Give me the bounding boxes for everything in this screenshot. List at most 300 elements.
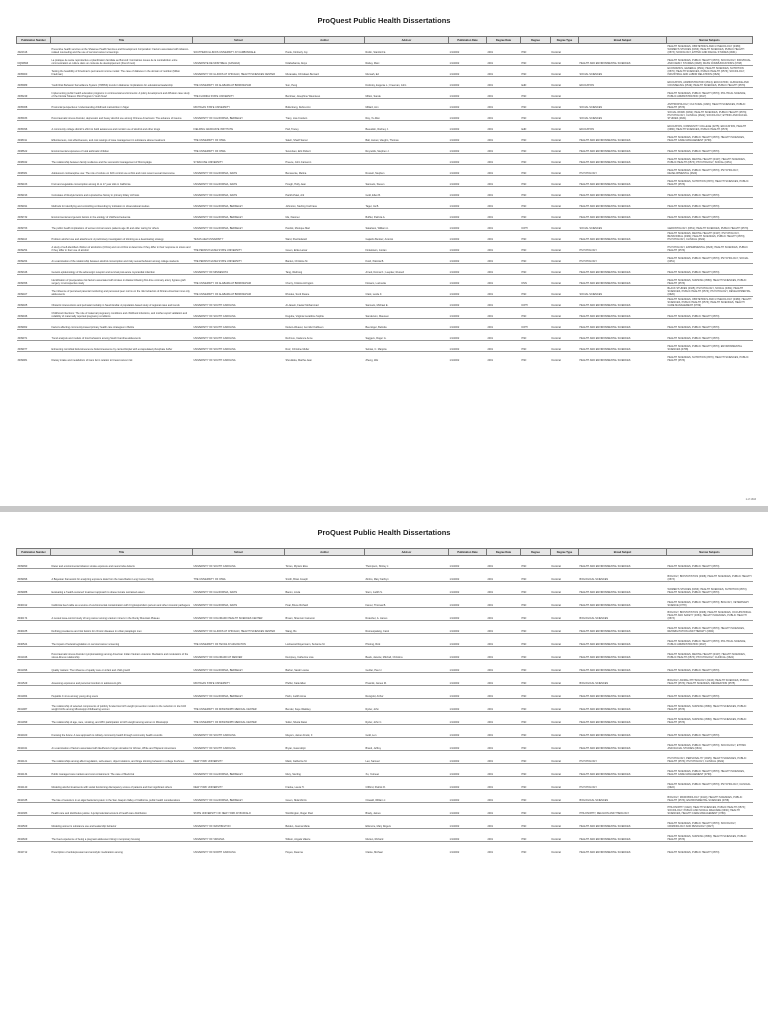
narrow-subjects-cell: HEALTH SCIENCES, OBSTETRICS AND GYNECOLOGY (0380); WOMEN'S STUDIES (0453); HEALTH SCIENCES, PUBLIC HEALTH (0573); SOCIOLOGY, ETHNIC AND RACIAL STUDIES (0631) xyxy=(667,44,753,55)
publication-date-cell: 1/1/2002 xyxy=(449,231,487,242)
publication-date-cell: 1/1/2002 xyxy=(449,738,487,751)
narrow-subjects-cell: PSYCHOLOGY, PERSONALITY (0625); HEALTH SCIENCES, PUBLIC HEALTH (0573); PSYCHOLOGY, CLINICAL (0622) xyxy=(667,751,753,764)
publication-number-cell: 3039763 xyxy=(17,220,51,231)
broad-subject-cell: PSYCHOLOGY xyxy=(579,165,667,176)
author-cell: Hoar, Bruce Richard xyxy=(285,595,365,608)
author-cell: Green, Nida Morris xyxy=(285,790,365,803)
author-cell: Hayes, Deanna xyxy=(285,842,365,855)
school-cell: STATE UNIVERSITY OF NEW YORK AT BUFFALO xyxy=(193,803,285,816)
advisor-cell: Mensah, Ed xyxy=(365,66,449,77)
degree-type-cell: Doctoral xyxy=(551,790,579,803)
narrow-subjects-cell: HEALTH SCIENCES, PUBLIC HEALTH (0573) xyxy=(667,660,753,673)
author-cell: Ndabahamia, Aloys xyxy=(285,55,365,66)
author-cell: Nelson-Weaver, Jennifer Kathleen xyxy=(285,319,365,330)
school-cell: UNIVERSITY OF SOUTH CAROLINA xyxy=(193,319,285,330)
school-cell: UNIVERSITY OF CALIFORNIA, BERKELEY xyxy=(193,764,285,777)
author-cell: Saleh, Sharif Samer xyxy=(285,132,365,143)
table-row xyxy=(17,132,753,143)
degree-type-cell: Doctoral xyxy=(551,132,579,143)
title-cell: Evaluating a 'health-centered' treatment approach to obese female restrained eaters xyxy=(51,582,193,595)
narrow-subjects-cell: HEALTH SCIENCES, NUTRITION (0570); HEALTH SCIENCES, PUBLIC HEALTH (0573) xyxy=(667,352,753,363)
title-cell: The fate of selenium in an algal bacterial system in the San Joaquin Valley of California, public health considerations xyxy=(51,790,193,803)
degree-type-cell: Doctoral xyxy=(551,621,579,634)
publication-date-cell: 1/1/2002 xyxy=(449,764,487,777)
advisor-cell: Rubin, Stanford E. xyxy=(365,44,449,55)
publication-number-cell: 3042121 xyxy=(17,751,51,764)
publication-date-cell: 1/1/2002 xyxy=(449,66,487,77)
title-cell: Genetic epidemiology of the adrenergic receptor and survival post-acute myocardial infarction xyxy=(51,264,193,275)
table-row xyxy=(17,242,753,253)
degree-type-cell: Doctoral xyxy=(551,286,579,297)
title-cell: Factors affecting community-based primary health care strategies in Belize xyxy=(51,319,193,330)
table-row xyxy=(17,209,753,220)
degree-cell: PhD xyxy=(521,634,551,647)
narrow-subjects-cell: ANTHROPOLOGY, CULTURAL (0326); HEALTH SCIENCES, PUBLIC HEALTH (0573) xyxy=(667,99,753,110)
title-cell: Provincial perspectives: Understanding childhood malnutrition in Niger xyxy=(51,99,193,110)
narrow-subjects-cell: PHILOSOPHY (0422); HEALTH SCIENCES, PUBLIC HEALTH (0573); SOCIOLOGY, PUBLIC AND SOCIAL WELFARE (0630); HEALTH SCIENCES, HEALTH CARE MANAGEMENT (0769) xyxy=(667,803,753,816)
title-cell: Hepatitis C virus among young drug users xyxy=(51,686,193,699)
degree-date-cell: 2001 xyxy=(487,176,521,187)
broad-subject-cell: HEALTH AND ENVIRONMENTAL SCIENCES xyxy=(579,231,667,242)
school-cell: UNIVERSITY OF CALIFORNIA, BERKELEY xyxy=(193,209,285,220)
narrow-subjects-cell: EDUCATION, COMMUNITY COLLEGE (0275); EDUCATION, HEALTH (0680); HEALTH SCIENCES, PUBLIC HEALTH (0573) xyxy=(667,121,753,132)
author-cell: Ward, Paul Edward xyxy=(285,231,365,242)
author-cell: Hough, Holly Jean xyxy=(285,176,365,187)
publication-date-cell: 1/1/2002 xyxy=(449,286,487,297)
school-cell: UNIVERSITY OF CALIFORNIA, DAVIS xyxy=(193,582,285,595)
publication-date-cell: 1/1/2002 xyxy=(449,77,487,88)
publication-date-cell: 1/1/2002 xyxy=(449,647,487,660)
degree-cell: PhD xyxy=(521,816,551,829)
school-cell: UNIVERSITY OF SOUTH CAROLINA xyxy=(193,341,285,352)
narrow-subjects-cell: HEALTH SCIENCES, PUBLIC HEALTH (0573) xyxy=(667,264,753,275)
degree-cell: PhD xyxy=(521,253,551,264)
degree-type-cell: Doctoral xyxy=(551,673,579,686)
table-row xyxy=(17,595,753,608)
degree-date-cell: 2001 xyxy=(487,842,521,855)
broad-subject-cell: HEALTH AND ENVIRONMENTAL SCIENCES xyxy=(579,198,667,209)
degree-date-cell: 2001 xyxy=(487,198,521,209)
table-row xyxy=(17,176,753,187)
broad-subject-cell: HEALTH AND ENVIRONMENTAL SCIENCES xyxy=(579,647,667,660)
broad-subject-cell: HEALTH AND ENVIRONMENTAL SCIENCES xyxy=(579,297,667,308)
narrow-subjects-cell: WOMEN'S STUDIES (0453); HEALTH SCIENCES, NUTRITION (0570); HEALTH SCIENCES, PUBLIC HEALTH (0573) xyxy=(667,582,753,595)
title-cell: The impact of federal legislation on cervical cancer screening xyxy=(51,634,193,647)
degree-cell: PhD xyxy=(521,352,551,363)
author-cell: Tracy, Lisa Coulson xyxy=(285,110,365,121)
publication-number-cell: 3041964 xyxy=(17,686,51,699)
publication-date-cell: 1/1/2002 xyxy=(449,132,487,143)
degree-cell: PhD xyxy=(521,154,551,165)
broad-subject-cell: HEALTH AND ENVIRONMENTAL SCIENCES xyxy=(579,341,667,352)
table-row xyxy=(17,725,753,738)
degree-cell: EdD xyxy=(521,77,551,88)
degree-cell: EdD xyxy=(521,121,551,132)
degree-type-cell: Doctoral xyxy=(551,764,579,777)
degree-type-cell: Doctoral xyxy=(551,44,579,55)
publication-number-cell: 3039264 xyxy=(17,253,51,264)
degree-cell: PhD xyxy=(521,738,551,751)
table-row xyxy=(17,608,753,621)
narrow-subjects-cell: HEALTH SCIENCES, PUBLIC HEALTH (0573) xyxy=(667,308,753,319)
publication-number-cell: 3039990 xyxy=(17,556,51,569)
broad-subject-cell: HEALTH AND ENVIRONMENTAL SCIENCES xyxy=(579,686,667,699)
school-cell: THE PENNSYLVANIA STATE UNIVERSITY xyxy=(193,253,285,264)
degree-date-cell: 2001 xyxy=(487,341,521,352)
degree-type-cell: Doctoral xyxy=(551,686,579,699)
author-cell: Bryan, Gwendolyn xyxy=(285,738,365,751)
table-row xyxy=(17,88,753,99)
degree-date-cell: 2001 xyxy=(487,699,521,712)
publication-date-cell: 1/1/2002 xyxy=(449,582,487,595)
degree-date-cell: 2001 xyxy=(487,712,521,725)
degree-date-cell: 2001 xyxy=(487,595,521,608)
publication-date-cell: 1/1/2002 xyxy=(449,143,487,154)
author-cell: Bershaw, Josephine Wiesnieso xyxy=(285,88,365,99)
table-row xyxy=(17,55,753,66)
title-cell: The relationship of age, race, smoking, and WIC participation to birth weight among women in Mississippi xyxy=(51,712,193,725)
publication-date-cell: 1/1/2002 xyxy=(449,264,487,275)
degree-type-cell: Doctoral xyxy=(551,55,579,66)
advisor-cell: Arnett, Donna K.; Luepker, Russell xyxy=(365,264,449,275)
publication-date-cell: 1/1/2002 xyxy=(449,777,487,790)
degree-date-cell: 2001 xyxy=(487,634,521,647)
author-cell: Lockwood Rayermann, Suzanne M. xyxy=(285,634,365,647)
publication-number-cell: 3041529 xyxy=(17,673,51,686)
author-cell: Cherry, Kristina Arrington xyxy=(285,275,365,286)
publication-number-cell: 3039346 xyxy=(17,264,51,275)
title-cell: Defining prevalence and risk factors for chronic diseases in urban paraplegic men xyxy=(51,621,193,634)
narrow-subjects-cell: HEALTH SCIENCES, PUBLIC HEALTH (0573) xyxy=(667,209,753,220)
degree-cell: DrPH xyxy=(521,220,551,231)
table-row xyxy=(17,647,753,660)
narrow-subjects-cell: HEALTH SCIENCES, PUBLIC HEALTH (0573) xyxy=(667,198,753,209)
broad-subject-cell: HEALTH AND ENVIRONMENTAL SCIENCES xyxy=(579,595,667,608)
publication-date-cell: 1/1/2002 xyxy=(449,660,487,673)
degree-cell: PhD xyxy=(521,725,551,738)
degree-date-cell: 2001 xyxy=(487,66,521,77)
column-header: Degree xyxy=(521,549,551,556)
broad-subject-cell: HEALTH AND ENVIRONMENTAL SCIENCES xyxy=(579,55,667,66)
broad-subject-cell: PSYCHOLOGY xyxy=(579,777,667,790)
publication-number-cell: 3039116 xyxy=(17,231,51,242)
degree-cell: PhD xyxy=(521,647,551,660)
publication-date-cell: 1/1/2002 xyxy=(449,341,487,352)
degree-cell: PhD xyxy=(521,341,551,352)
school-cell: THE UNIVERSITY OF IOWA xyxy=(193,132,285,143)
title-cell: A study of self-identified children of alcoholics (COAs) and non-COAs to determine if they differ in their response to stress and if they differ in their use of alcohol xyxy=(51,242,193,253)
school-cell: FIELDING GRADUATE INSTITUTE xyxy=(193,121,285,132)
broad-subject-cell xyxy=(579,88,667,99)
narrow-subjects-cell: HEALTH SCIENCES, MENTAL HEALTH (0347); HEALTH SCIENCES, PUBLIC HEALTH (0573); PSYCHOLOGY, CLINICAL (0622) xyxy=(667,647,753,660)
advisor-cell: Ryder, John C. xyxy=(365,712,449,725)
degree-date-cell: 2001 xyxy=(487,569,521,582)
table-row xyxy=(17,621,753,634)
table-row xyxy=(17,77,753,88)
title-cell: The relationship of selected components of publicly funded low birth weight prevention models to the reduction in low birth weight births among Mississippi childbearing women xyxy=(51,699,193,712)
broad-subject-cell: HEALTH AND ENVIRONMENTAL SCIENCES xyxy=(579,816,667,829)
column-header: School xyxy=(193,37,285,44)
author-cell: Banlen, Christine M. xyxy=(285,253,365,264)
advisor-cell: Roonespalang, Carol xyxy=(365,621,449,634)
school-cell: SOUTHERN ILLINOIS UNIVERSITY AT CARBONDALE xyxy=(193,44,285,55)
degree-type-cell: Doctoral xyxy=(551,264,579,275)
title-cell: A community college district's effort to build awareness and monitor use of alcohol and other drugs xyxy=(51,121,193,132)
column-header: Advisor xyxy=(365,37,449,44)
publication-number-cell: 3040185 xyxy=(17,621,51,634)
title-cell: Dietary intake and metabolism of trans fat in relation to breast cancer risk xyxy=(51,352,193,363)
publication-date-cell: 1/1/2002 xyxy=(449,176,487,187)
publication-number-cell: 3041999 xyxy=(17,712,51,725)
school-cell: MICHIGAN STATE UNIVERSITY xyxy=(193,673,285,686)
narrow-subjects-cell: PSYCHOLOGY, EXPERIMENTAL (0623); HEALTH SCIENCES, PUBLIC HEALTH (0573) xyxy=(667,242,753,253)
narrow-subjects-cell: HEALTH SCIENCES, PUBLIC HEALTH (0573); POLITICAL SCIENCE, PUBLIC ADMINISTRATION (0617) xyxy=(667,88,753,99)
column-header: Author xyxy=(285,549,365,556)
advisor-cell: Tager, Ira B. xyxy=(365,198,449,209)
school-cell: UNIVERSITY OF SOUTH CAROLINA xyxy=(193,297,285,308)
narrow-subjects-cell: HEALTH SCIENCES, PUBLIC HEALTH (0573) xyxy=(667,686,753,699)
advisor-cell: Brand, Jeffrey xyxy=(365,738,449,751)
author-cell: Barber, Sarah Louise xyxy=(285,660,365,673)
school-cell: UNIVERSITY OF CALIFORNIA, DAVIS xyxy=(193,165,285,176)
degree-type-cell: Doctoral xyxy=(551,330,579,341)
broad-subject-cell: HEALTH AND ENVIRONMENTAL SCIENCES xyxy=(579,764,667,777)
column-header: School xyxy=(193,549,285,556)
advisor-cell: Millard, Ann xyxy=(365,99,449,110)
publication-number-cell: 3039193 xyxy=(17,187,51,198)
degree-type-cell: Doctoral xyxy=(551,647,579,660)
degree-type-cell: Doctoral xyxy=(551,176,579,187)
broad-subject-cell: HEALTH AND ENVIRONMENTAL SCIENCES xyxy=(579,634,667,647)
publication-date-cell: 1/1/2002 xyxy=(449,275,487,286)
document-page-1 xyxy=(0,0,768,506)
narrow-subjects-cell: HEALTH SCIENCES, NURSING (0569); HEALTH SCIENCES, PUBLIC HEALTH (0573) xyxy=(667,829,753,842)
table-header-row xyxy=(17,549,753,556)
table-row xyxy=(17,121,753,132)
column-header: Publication Number xyxy=(17,37,51,44)
publication-number-cell: 3040174 xyxy=(17,608,51,621)
narrow-subjects-cell: BIOLOGY, BIOSTATISTICS (0308); HEALTH SCIENCES, PUBLIC HEALTH (0573) xyxy=(667,569,753,582)
publication-date-cell: 1/1/2002 xyxy=(449,154,487,165)
column-header: Advisor xyxy=(365,549,449,556)
degree-type-cell: Doctoral xyxy=(551,634,579,647)
title-cell: Knowing the future: A new approach to military community health through community health councils xyxy=(51,725,193,738)
degree-type-cell: Doctoral xyxy=(551,556,579,569)
table-row xyxy=(17,751,753,764)
narrow-subjects-cell: HEALTH SCIENCES, PUBLIC HEALTH (0573); SOCIOLOGY, INDIVIDUAL AND FAMILY STUDIES (0628); MASS COMMUNICATIONS (0708) xyxy=(667,55,753,66)
author-cell: Pavlick, Monique Mari xyxy=(285,220,365,231)
dissertations-table xyxy=(16,548,753,854)
school-cell: UNIVERSITY OF CALIFORNIA, DAVIS xyxy=(193,187,285,198)
school-cell: MICHIGAN STATE UNIVERSITY xyxy=(193,99,285,110)
table-row xyxy=(17,777,753,790)
narrow-subjects-cell: HEALTH SCIENCES, OBSTETRICS AND GYNECOLOGY (0380); HEALTH SCIENCES, PUBLIC HEALTH (0573); HEALTH SCIENCES, HEALTH CARE MANAGEMENT (0769) xyxy=(667,297,752,307)
degree-cell: PhD xyxy=(521,608,551,621)
school-cell: UNIVERSITY OF CALIFORNIA, BERKELEY xyxy=(193,110,285,121)
advisor-cell: Beals, Janette; Mitchell, Christina xyxy=(365,647,449,660)
publication-number-cell: 3040524 xyxy=(17,634,51,647)
degree-date-cell: 2001 xyxy=(487,803,521,816)
degree-type-cell: Doctoral xyxy=(551,99,579,110)
broad-subject-cell: HEALTH AND ENVIRONMENTAL SCIENCES xyxy=(579,154,667,165)
advisor-cell: Dulinsky, Eugenie L.; Freeman, John xyxy=(365,77,449,88)
author-cell: Meyers, James Frank, II xyxy=(285,725,365,738)
broad-subject-cell: PSYCHOLOGY xyxy=(579,242,667,253)
degree-date-cell: 2001 xyxy=(487,790,521,803)
degree-type-cell: Doctoral xyxy=(551,242,579,253)
publication-number-cell: 3042383 xyxy=(17,803,51,816)
advisor-cell: Beeninger, Belinda xyxy=(365,319,449,330)
degree-cell: PhD xyxy=(521,187,551,198)
degree-cell: DSN xyxy=(521,275,551,286)
column-header: Broad Subject xyxy=(579,37,667,44)
publication-number-cell: 3038942 xyxy=(17,154,51,165)
narrow-subjects-cell: HEALTH SCIENCES, PUBLIC HEALTH (0573); ENVIRONMENTAL SCIENCES (0768) xyxy=(667,341,753,352)
degree-type-cell: Doctoral xyxy=(551,110,579,121)
school-cell: THE UNIVERSITY OF MISSISSIPPI MEDICAL CENTER xyxy=(193,699,285,712)
advisor-cell: Pivarnik, James M. xyxy=(365,673,449,686)
broad-subject-cell: HEALTH AND ENVIRONMENTAL SCIENCES xyxy=(579,699,667,712)
broad-subject-cell: HEALTH AND ENVIRONMENTAL SCIENCES xyxy=(579,176,667,187)
author-cell: Bollenberg, Debra Ann xyxy=(285,99,365,110)
school-cell: THE UNIVERSITY OF MISSISSIPPI MEDICAL CENTER xyxy=(193,712,285,725)
degree-type-cell: Doctoral xyxy=(551,582,579,595)
broad-subject-cell: HEALTH AND ENVIRONMENTAL SCIENCES xyxy=(579,209,667,220)
publication-number-cell: 3042140 xyxy=(17,777,51,790)
degree-cell: PhD xyxy=(521,286,551,297)
broad-subject-cell: HEALTH AND ENVIRONMENTAL SCIENCES xyxy=(579,725,667,738)
publication-number-cell: NQ66693 xyxy=(17,55,51,66)
publication-number-cell: 3039163 xyxy=(17,176,51,187)
table-row xyxy=(17,582,753,595)
table-row xyxy=(17,275,753,286)
degree-type-cell: Doctoral xyxy=(551,595,579,608)
author-cell: Worthington, Roger Paul xyxy=(285,803,365,816)
degree-date-cell: 2001 xyxy=(487,352,521,363)
narrow-subjects-cell: HEALTH SCIENCES, PUBLIC HEALTH (0573); PSYCHOLOGY, SOCIAL (0451) xyxy=(667,253,753,264)
narrow-subjects-cell: HEALTH SCIENCES, PUBLIC HEALTH (0573); SOCIOLOGY, ETHNIC AND RACIAL STUDIES (0631) xyxy=(667,738,753,751)
page-number: 1 of 1316 xyxy=(745,498,756,501)
dissertations-table xyxy=(16,36,753,362)
degree-date-cell: 2001 xyxy=(487,165,521,176)
publication-number-cell: 3039988 xyxy=(17,582,51,595)
publication-date-cell: 1/1/2002 xyxy=(449,829,487,842)
school-cell: UNIVERSITY OF CALIFORNIA, BERKELEY xyxy=(193,660,285,673)
column-header: Author xyxy=(285,37,365,44)
narrow-subjects-cell: BLACK STUDIES (0325); PSYCHOLOGY, SOCIAL (0451); HEALTH SCIENCES, PUBLIC HEALTH (0573); PSYCHOLOGY, DEVELOPMENTAL (0620) xyxy=(667,286,751,296)
degree-cell: PhD xyxy=(521,777,551,790)
school-cell: THE UNIVERSITY OF TEXAS AT ARLINGTON xyxy=(193,634,285,647)
school-cell: THE PENNSYLVANIA STATE UNIVERSITY xyxy=(193,242,285,253)
publication-date-cell: 1/1/2002 xyxy=(449,751,487,764)
degree-date-cell: 2001 xyxy=(487,231,521,242)
broad-subject-cell: BIOLOGICAL SCIENCES xyxy=(579,608,667,621)
author-cell: Wilson, Angela Valerie xyxy=(285,829,365,842)
table-row xyxy=(17,143,753,154)
degree-type-cell: Doctoral xyxy=(551,231,579,242)
broad-subject-cell: HEALTH AND ENVIRONMENTAL SCIENCES xyxy=(579,621,667,634)
narrow-subjects-cell: HEALTH SCIENCES, PUBLIC HEALTH (0573); BIOLOGY, VETERINARY SCIENCE (0778) xyxy=(667,595,753,608)
column-header: Title xyxy=(51,37,193,44)
table-row xyxy=(17,829,753,842)
broad-subject-cell: SOCIAL SCIENCES xyxy=(579,286,667,297)
school-cell: UNIVERSITY OF SOUTH CAROLINA xyxy=(193,556,285,569)
publication-date-cell: 1/1/2002 xyxy=(449,673,487,686)
author-cell: Mack, Catherine M. xyxy=(285,751,365,764)
column-header: Degree xyxy=(521,37,551,44)
broad-subject-cell: HEALTH AND ENVIRONMENTAL SCIENCES xyxy=(579,319,667,330)
author-cell: Bender, Kaye Wadsley xyxy=(285,699,365,712)
degree-date-cell: 2001 xyxy=(487,44,521,55)
degree-date-cell: 2001 xyxy=(487,154,521,165)
advisor-cell: Farver, Thomas B. xyxy=(365,595,449,608)
title-cell: A nested case-control study of lung cancer among uranium miners in the Rocky Mountain Plateau xyxy=(51,608,193,621)
table-row xyxy=(17,198,753,209)
title-cell: Trend analysis and models of food behaviors among South Carolina adolescents xyxy=(51,330,193,341)
degree-date-cell: 2001 xyxy=(487,77,521,88)
title-cell: Assessing exposures and personal monitors in adolescent girls xyxy=(51,673,193,686)
column-header: Degree Type xyxy=(551,37,579,44)
publication-number-cell: 3042134 xyxy=(17,764,51,777)
narrow-subjects-cell: HEALTH SCIENCES, NUTRITION (0570); HEALTH SCIENCES, PUBLIC HEALTH (0573) xyxy=(667,176,753,187)
degree-type-cell: Doctoral xyxy=(551,738,579,751)
publication-date-cell: 1/1/2002 xyxy=(449,253,487,264)
degree-date-cell: 2001 xyxy=(487,99,521,110)
broad-subject-cell: HEALTH AND ENVIRONMENTAL SCIENCES xyxy=(579,556,667,569)
narrow-subjects-cell: ECONOMICS, GENERAL (0501); HEALTH SCIENCES, NUTRITION (0570); HEALTH SCIENCES, PUBLIC HEALTH (0573); SOCIOLOGY, INDUSTRIAL AND LABOR RELATIONS (0629) xyxy=(667,66,753,77)
publication-date-cell: 1/1/2002 xyxy=(449,319,487,330)
advisor-cell: Sebias, C. Marjorie xyxy=(365,341,449,352)
title-cell: Health care and distributive justice: A jurisprudential account of health care distribution xyxy=(51,803,193,816)
author-cell: Bacon, Linda xyxy=(285,582,365,595)
advisor-cell: Zimbo, Mary Kathryn xyxy=(365,569,449,582)
publication-date-cell: 1/1/2002 xyxy=(449,803,487,816)
degree-date-cell: 2001 xyxy=(487,187,521,198)
school-cell: UNIVERSITY OF SOUTH CAROLINA xyxy=(193,725,285,738)
publication-date-cell: 1/1/2002 xyxy=(449,569,487,582)
degree-cell: PhD xyxy=(521,88,551,99)
broad-subject-cell: SOCIAL SCIENCES xyxy=(579,220,667,231)
title-cell: An examination of the relationship between alcohol consumption and risky sexual behavior among college students xyxy=(51,253,193,264)
degree-cell: PhD xyxy=(521,242,551,253)
broad-subject-cell: BIOLOGICAL SCIENCES xyxy=(579,673,667,686)
column-header: Publication Number xyxy=(17,549,51,556)
degree-cell: PhD xyxy=(521,790,551,803)
degree-type-cell: Doctoral xyxy=(551,803,579,816)
publication-date-cell: 1/1/2002 xyxy=(449,121,487,132)
publication-date-cell: 1/1/2002 xyxy=(449,330,487,341)
title-cell: California beef cattle as a source of environmental contamination with Cryptosporidium parvum and other zoonotic pathogens xyxy=(51,595,193,608)
publication-number-cell: 3039732 xyxy=(17,209,51,220)
degree-cell: PhD xyxy=(521,569,551,582)
author-cell: Shouldula, Martha Jean xyxy=(285,352,365,363)
degree-cell: PhD xyxy=(521,308,551,319)
publication-date-cell: 1/1/2002 xyxy=(449,634,487,647)
publication-number-cell: 3035933 xyxy=(17,110,51,121)
column-header: Degree Date xyxy=(487,549,521,556)
advisor-cell: Satariano, William A. xyxy=(365,220,449,231)
title-cell: Youth Risk Behavior Surveillance System (YRBSS) trends in Alabama: Implications for educational leadership xyxy=(51,77,193,88)
school-cell: UNIVERSITY OF CALIFORNIA, BERKELEY xyxy=(193,686,285,699)
publication-date-cell: 1/1/2002 xyxy=(449,242,487,253)
column-header: Broad Subject xyxy=(579,549,667,556)
table-row xyxy=(17,341,753,352)
author-cell: Pfeffer, Katie Ellen xyxy=(285,673,365,686)
advisor-cell: Brady, James xyxy=(365,803,449,816)
title-cell: The lived experience of being a pregnant adolescent living in temporary housing xyxy=(51,829,193,842)
table-row xyxy=(17,220,753,231)
degree-date-cell: 2001 xyxy=(487,253,521,264)
